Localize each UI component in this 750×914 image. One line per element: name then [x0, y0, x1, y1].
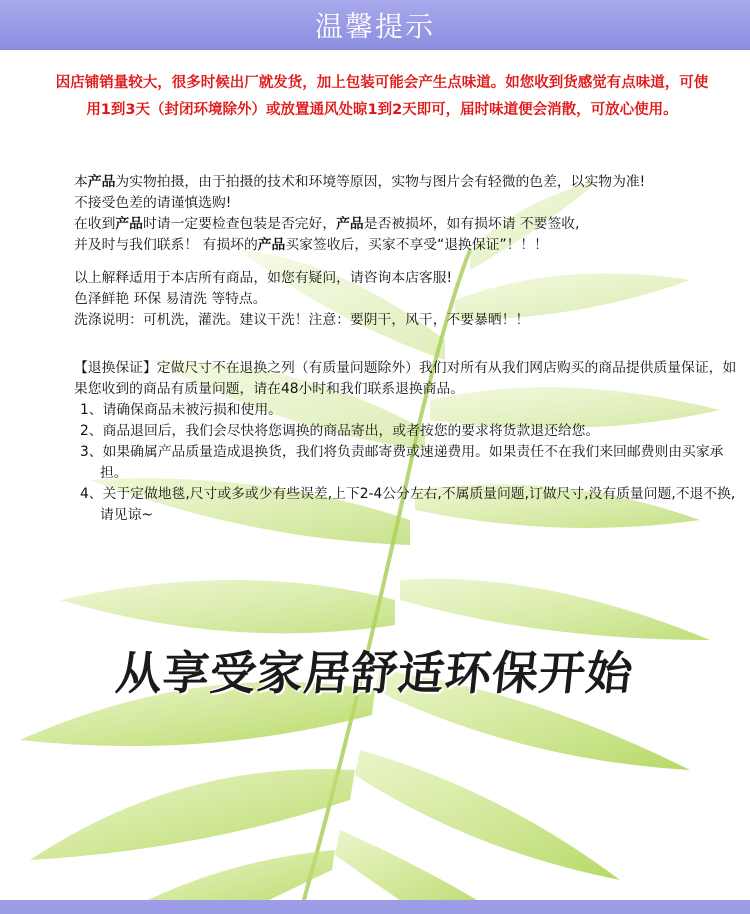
policy-item: 1、请确保商品未被污损和使用。	[80, 402, 282, 418]
info-line-3: 洗涤说明：可机洗，灌洗。建议干洗！注意：要阴干，风干，不要暴晒！！	[74, 312, 530, 328]
product-line-3: 在收到产品时请一定要检查包装是否完好，产品是否被损坏，如有损坏请 不要签收,	[74, 216, 580, 232]
return-policy	[74, 358, 742, 526]
product-line-1: 本产品为实物拍摄，由于拍摄的技术和环境等原因，实物与图片会有轻微的色差，以实物为准!	[74, 174, 646, 190]
smell-notice: 因店铺销量较大，很多时候出厂就发货，加上包装可能会产生点味道。如您收到货感觉有点味道，可使用1到3天（封闭环境除外）或放置通风处晾1到2天即可，届时味道便会消散，可放心使用。	[55, 75, 709, 118]
product-line-2: 不接受色差的请谨慎选购!	[74, 195, 232, 211]
product-notes	[74, 172, 750, 256]
info-line-2: 色泽鲜艳 环保 易清洗 等特点。	[74, 291, 267, 307]
info-line-1: 以上解释适用于本店所有商品，如您有疑问，请咨询本店客服!	[74, 270, 453, 286]
policy-item: 2、商品退回后，我们会尽快将您调换的商品寄出，或者按您的要求将货款退还给您。	[80, 423, 600, 439]
policy-item: 3、如果确属产品质量造成退换货，我们将负责邮寄费或速递费用。如果责任不在我们来回邮费则由买家承担。	[80, 444, 724, 481]
policy-intro: 【退换保证】定做尺寸不在退换之列（有质量问题除外）我们对所有从我们网店购买的商品提供质量保证，如果您收到的商品有质量问题，请在48小时和我们联系退换商品。	[74, 360, 737, 397]
policy-item: 4、关于定做地毯,尺寸或多或少有些误差,上下2-4公分左右,不属质量问题,订做尺寸,没有质量问题,不退不换,请见谅~	[80, 486, 736, 523]
info-notes	[74, 268, 750, 331]
product-line-4: 并及时与我们联系！ 有损坏的产品买家签收后，买家不享受“退换保证”！！！	[74, 237, 548, 253]
slogan: 从享受家居舒适环保开始	[113, 646, 637, 700]
header-title: 温馨提示	[314, 10, 435, 43]
